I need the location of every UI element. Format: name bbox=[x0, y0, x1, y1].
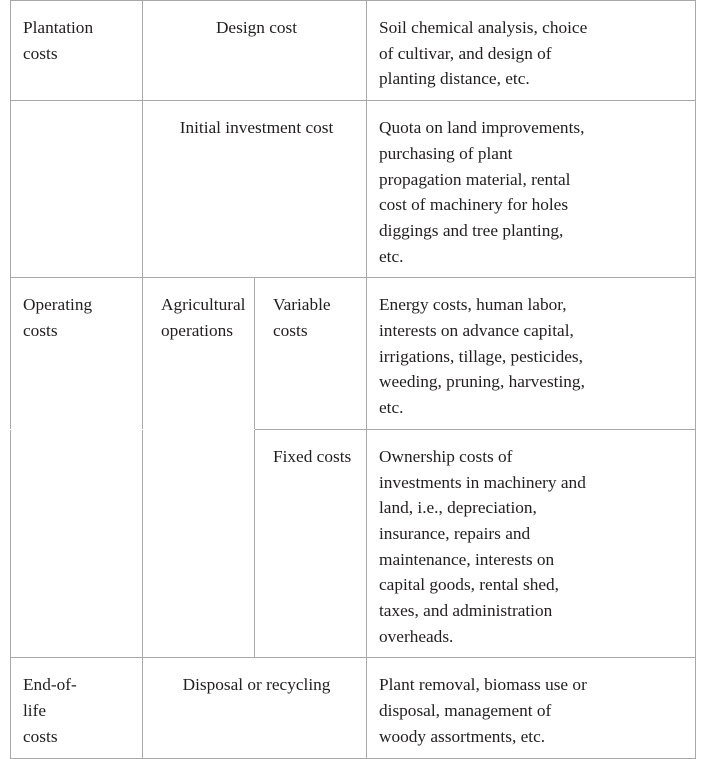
description-text: Energy costs, human labor, interests on advance capital, irrigations, tillage, pesticides, weeding, pruning, harvesting, etc. bbox=[379, 295, 585, 418]
item-cell bbox=[255, 429, 367, 658]
table-row bbox=[11, 1, 696, 101]
item-label: Disposal or recycling bbox=[182, 675, 331, 695]
description-text: Plant removal, biomass use or disposal, management of woody assortments, etc. bbox=[379, 675, 587, 746]
item-label: Design cost bbox=[215, 18, 298, 37]
category-label: Operating costs bbox=[23, 295, 93, 341]
category-cell bbox=[11, 1, 143, 101]
subcategory-label: Agricultural operations bbox=[161, 295, 246, 341]
table-row bbox=[11, 278, 696, 430]
category-cell bbox=[11, 429, 143, 658]
item-cell bbox=[255, 278, 367, 430]
description-cell bbox=[367, 658, 696, 758]
category-cell bbox=[11, 658, 143, 758]
cost-table bbox=[10, 0, 696, 759]
description-cell bbox=[367, 278, 696, 430]
table-row bbox=[11, 101, 696, 278]
item-cell bbox=[143, 658, 367, 758]
category-label: Plantation costs bbox=[23, 18, 94, 63]
description-text: Quota on land improvements, purchasing of plant propagation material, rental cost of machinery for holes diggings and tree planting, etc. bbox=[379, 118, 585, 266]
description-text: Soil chemical analysis, choice of cultivar, and design of planting distance, etc. bbox=[379, 18, 588, 89]
item-label: Fixed costs bbox=[273, 446, 352, 466]
subcategory-cell bbox=[143, 278, 255, 430]
description-text: Ownership costs of investments in machinery and land, i.e., depreciation, insurance, repairs and maintenance, interests on capital goods, rental shed, taxes, and administration overheads. bbox=[379, 446, 586, 646]
category-cell bbox=[11, 101, 143, 278]
item-cell bbox=[143, 101, 367, 278]
item-label: Initial investment cost bbox=[179, 118, 334, 138]
category-label: End-of- life costs bbox=[23, 675, 77, 746]
table-row bbox=[11, 429, 696, 658]
description-cell bbox=[367, 429, 696, 658]
item-cell bbox=[143, 1, 367, 101]
subcategory-cell bbox=[143, 429, 255, 658]
item-label: Variable costs bbox=[273, 295, 331, 341]
table-row bbox=[11, 658, 696, 758]
cost-table-container bbox=[10, 0, 696, 759]
description-cell bbox=[367, 1, 696, 101]
description-cell bbox=[367, 101, 696, 278]
category-cell bbox=[11, 278, 143, 430]
